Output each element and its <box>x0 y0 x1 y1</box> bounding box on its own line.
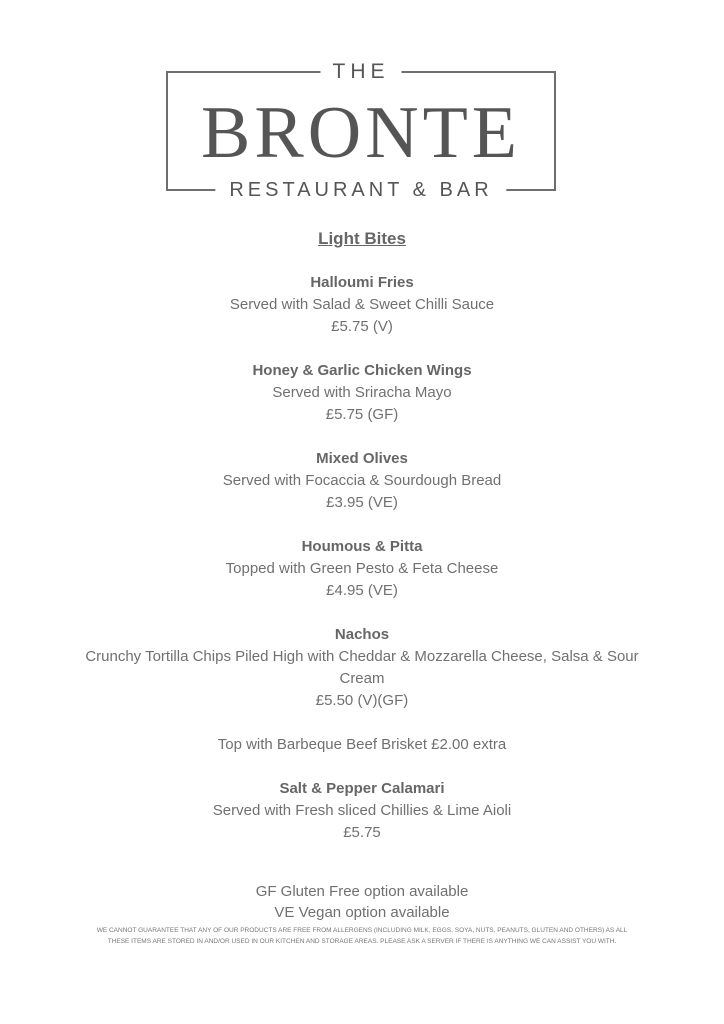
allergen-disclaimer: WE CANNOT GUARANTEE THAT ANY OF OUR PRODUCTS ARE FREE FROM ALLERGENS (INCLUDING MILK, EGGS, SOYA, NUTS, PEANUTS, GLUTEN AND OTHERS) AS ALL THESE ITEMS ARE STORED IN AND/OR USED IN OUR KITCHEN AND STORAGE AREAS. PLEASE ASK A SERVER IF THERE IS ANYTHING WE CAN ASSIST YOU WITH. <box>96 927 628 945</box>
item-price: £5.50 (V)(GF) <box>315 692 409 709</box>
item-name: Halloumi Fries <box>310 274 414 291</box>
item-name: Salt & Pepper Calamari <box>279 780 445 797</box>
logo-subtitle: RESTAURANT & BAR <box>215 177 506 203</box>
menu-item <box>80 272 644 338</box>
item-description: Served with Sriracha Mayo <box>272 384 452 401</box>
item-price: £4.95 (VE) <box>326 582 398 599</box>
menu-item <box>80 778 644 844</box>
item-description: Crunchy Tortilla Chips Piled High with Cheddar & Mozzarella Cheese, Salsa & Sour Cream <box>85 648 639 687</box>
menu-item <box>80 536 644 602</box>
logo-the: THE <box>321 59 402 85</box>
logo-name: BRONTE <box>201 92 521 174</box>
restaurant-logo <box>166 60 556 201</box>
item-name: Houmous & Pitta <box>301 538 423 555</box>
item-price: £3.95 (VE) <box>326 494 398 511</box>
item-price: £5.75 (GF) <box>325 406 399 423</box>
item-description: Served with Salad & Sweet Chilli Sauce <box>229 296 495 313</box>
item-description: Served with Focaccia & Sourdough Bread <box>222 472 502 489</box>
item-description: Served with Fresh sliced Chillies & Lime Aioli <box>212 802 512 819</box>
menu-item <box>80 624 644 712</box>
dietary-notes <box>0 881 724 923</box>
item-name: Mixed Olives <box>316 450 408 467</box>
menu-extra: Top with Barbeque Beef Brisket £2.00 extra <box>217 736 507 753</box>
menu-item <box>80 360 644 426</box>
gluten-free-note: GF Gluten Free option available <box>255 883 469 900</box>
menu-item <box>80 448 644 514</box>
section-title: Light Bites <box>318 229 406 248</box>
item-price: £5.75 (V) <box>331 318 393 335</box>
item-description: Topped with Green Pesto & Feta Cheese <box>225 560 499 577</box>
item-name: Honey & Garlic Chicken Wings <box>252 362 472 379</box>
item-name: Nachos <box>334 626 390 643</box>
vegan-note: VE Vegan option available <box>274 904 450 921</box>
menu-list <box>80 272 644 866</box>
item-price: £5.75 <box>343 824 381 841</box>
